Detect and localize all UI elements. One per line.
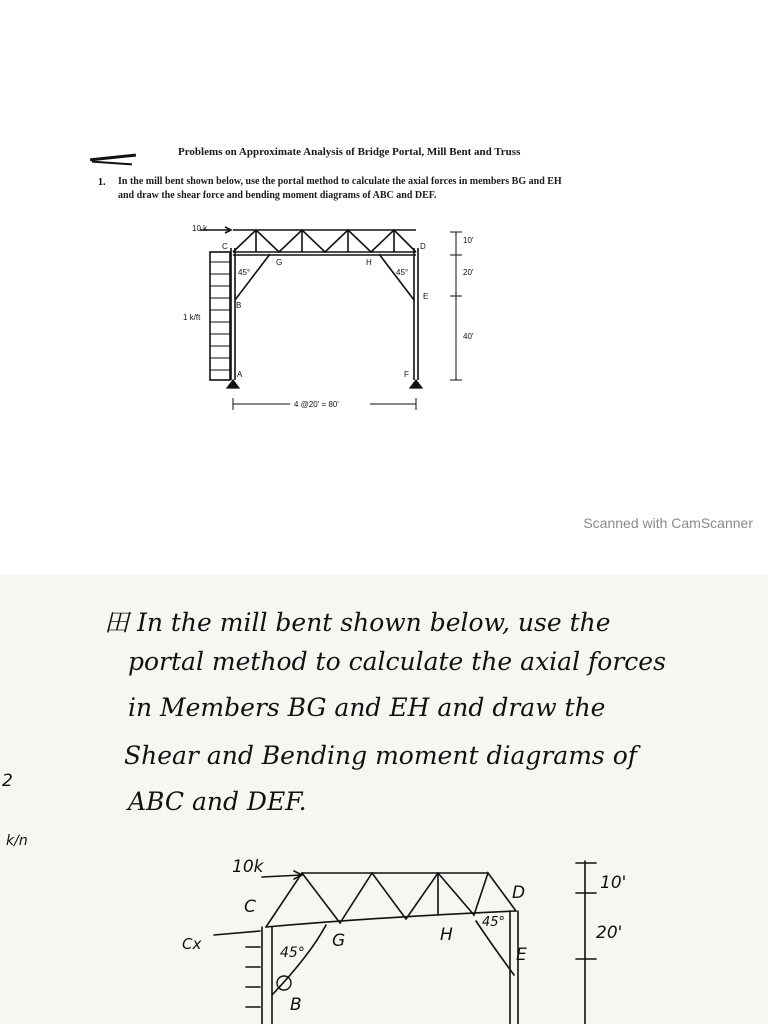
sketch-node-C: C: [244, 897, 256, 917]
distributed-load-arrows: [210, 262, 230, 370]
node-label-A: A: [237, 370, 243, 379]
distributed-load-block: [210, 252, 230, 380]
margin-mark: k/n: [6, 833, 28, 849]
sketch-angle-right: 45°: [482, 915, 506, 930]
sketch-load-label: 10k: [232, 857, 264, 877]
node-label-E: E: [423, 292, 429, 301]
angle-label-right: 45°: [396, 268, 409, 277]
sketch-dimension-20: 20': [596, 923, 623, 943]
dimension-10: 10': [463, 236, 474, 245]
handwritten-sketch: [0, 575, 768, 1024]
pin-support-F: [410, 380, 422, 388]
truss-web: [233, 230, 416, 252]
problem-text-line: and draw the shear force and bending moment diagrams of ABC and DEF.: [118, 190, 437, 201]
load-label: 10 k: [192, 224, 208, 233]
pin-support-A: [227, 380, 239, 388]
knee-brace-EH: [379, 254, 414, 300]
sketch-node-B: B: [290, 995, 302, 1015]
knee-brace-BG: [235, 254, 270, 300]
handwritten-line: ABC and DEF.: [128, 787, 307, 816]
problem-number: 1.: [98, 177, 106, 188]
sketch-node-G: G: [332, 931, 346, 951]
page-title: Problems on Approximate Analysis of Bridge Portal, Mill Bent and Truss: [178, 146, 521, 158]
handwritten-notebook-photo: [0, 575, 768, 1024]
problem-text-line: In the mill bent shown below, use the portal method to calculate the axial forces in members BG and EH: [118, 176, 562, 187]
node-label-F: F: [404, 370, 409, 379]
sketch-node-H: H: [440, 925, 453, 945]
sketch-reaction-Cx: Cx: [182, 935, 202, 953]
handwritten-line: Shear and Bending moment diagrams of: [124, 741, 638, 770]
node-label-D: D: [420, 242, 426, 251]
handwritten-line: in Members BG and EH and draw the: [128, 693, 606, 722]
dimension-40: 40': [463, 332, 474, 341]
handwritten-line: portal method to calculate the axial forces: [128, 647, 666, 676]
margin-mark: 2: [2, 771, 13, 791]
sketch-angle-left: 45°: [280, 945, 305, 961]
angle-label-left: 45°: [238, 268, 251, 277]
sketch-dimension-10: 10': [600, 873, 627, 893]
distributed-load-label: 1 k/ft: [183, 313, 201, 322]
sketch-node-E: E: [516, 945, 527, 965]
handwritten-line: 田 In the mill bent shown below, use the: [104, 608, 611, 637]
node-label-B: B: [236, 301, 242, 310]
node-label-C: C: [222, 242, 228, 251]
span-dimension: 4 @20' = 80': [294, 400, 339, 409]
sketch-node-D: D: [512, 883, 526, 903]
dimension-20: 20': [463, 268, 474, 277]
scanner-watermark: Scanned with CamScanner: [583, 515, 753, 531]
node-label-H: H: [366, 258, 372, 267]
node-label-G: G: [276, 258, 283, 267]
